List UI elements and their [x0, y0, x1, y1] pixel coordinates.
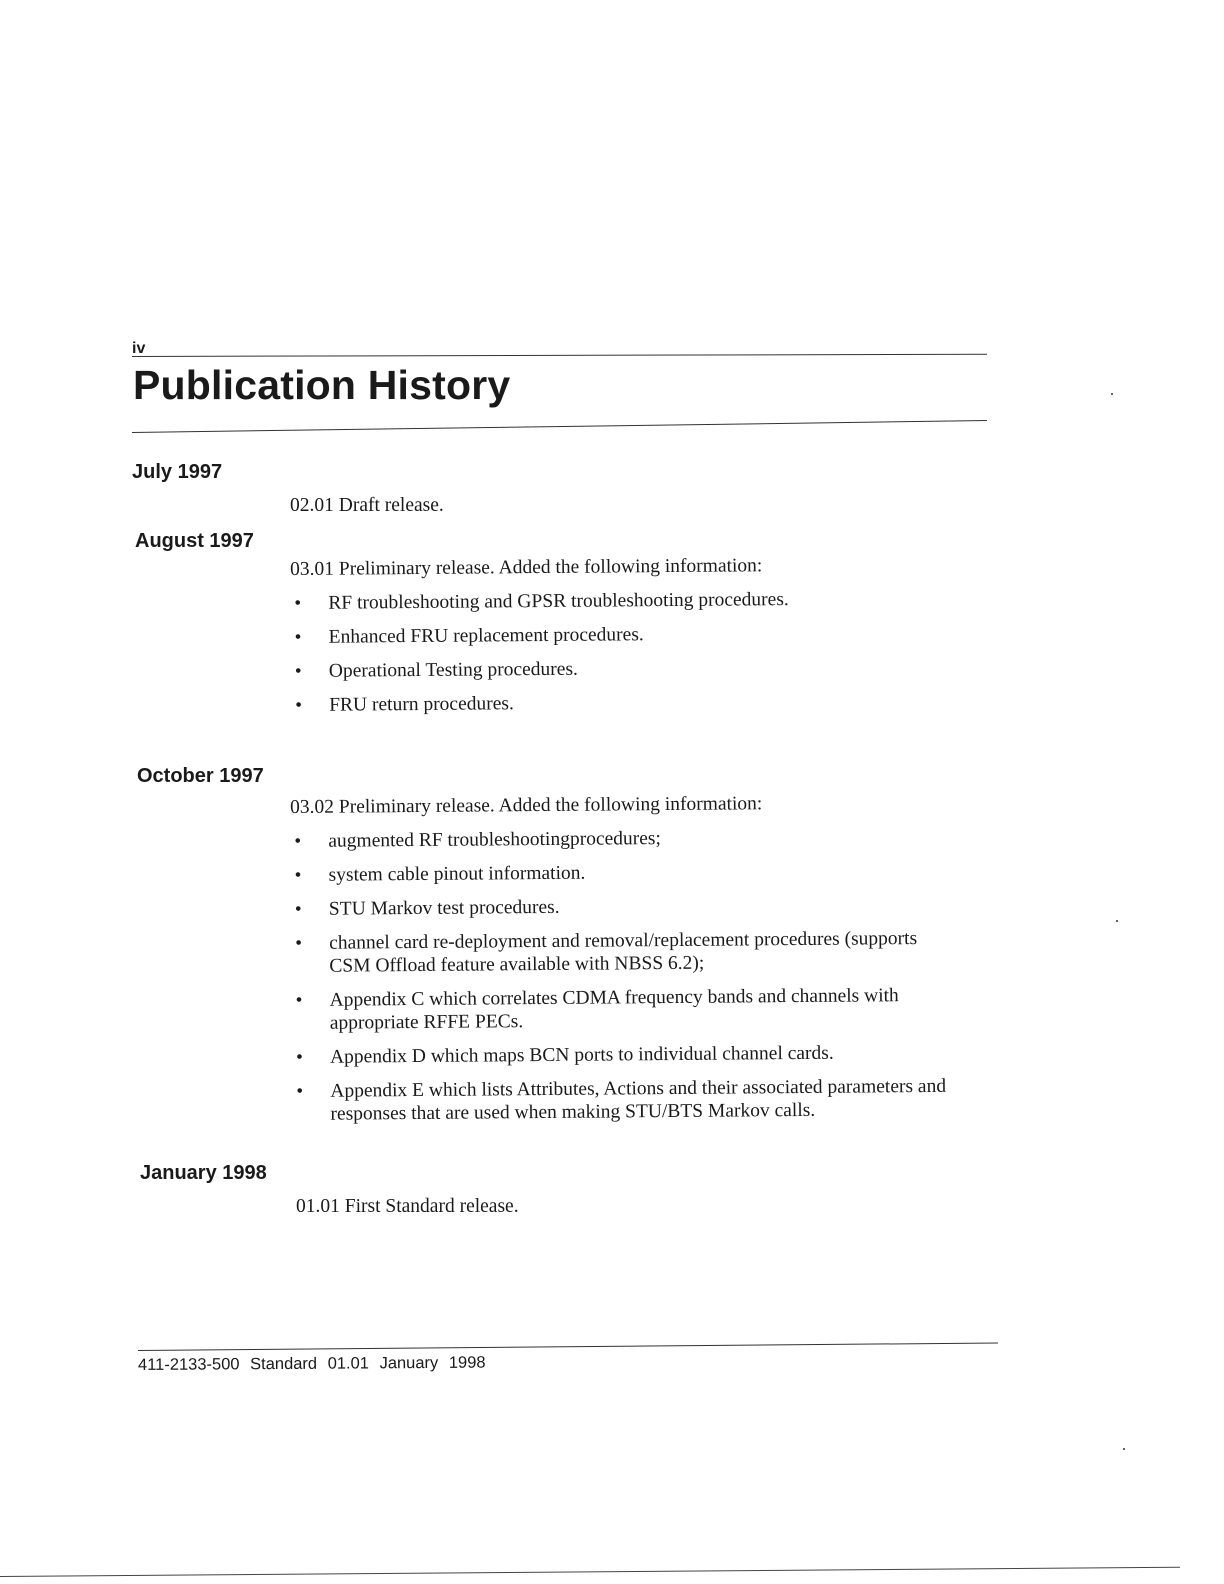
history-date-july-1997: July 1997	[132, 461, 223, 483]
history-entry-october-1997	[290, 791, 993, 1126]
history-entry-text: 02.01 Draft release.	[290, 495, 444, 516]
list-item: • Appendix D which maps BCN ports to individual channel cards.	[292, 1040, 992, 1068]
list-item: • system cable pinout information.	[291, 859, 991, 887]
history-date-august-1997: August 1997	[135, 530, 254, 552]
list-item: • FRU return procedures.	[291, 688, 991, 716]
history-date-october-1997: October 1997	[137, 765, 264, 787]
page-number: iv	[132, 340, 146, 357]
header-rule	[132, 354, 987, 357]
title-rule	[132, 420, 987, 433]
history-bullet-list	[290, 825, 992, 1126]
scan-bottom-rule	[0, 1567, 1180, 1577]
history-entry-august-1997	[290, 553, 991, 717]
list-item: • Operational Testing procedures.	[291, 654, 991, 682]
history-bullet-list	[290, 587, 991, 717]
history-date-january-1998: January 1998	[140, 1162, 267, 1184]
list-item: • Appendix C which correlates CDMA frequency bands and channels with appropriate RFFE PECs.	[292, 983, 992, 1034]
footer-rule	[138, 1342, 998, 1351]
history-entry-text: 03.01 Preliminary release. Added the following information:	[290, 555, 763, 580]
footer-text: 411-2133-500 Standard 01.01 January 1998	[137, 1353, 486, 1374]
list-item: • channel card re-deployment and removal/replacement procedures (supports CSM Offload feature available with NBSS 6.2);	[291, 926, 991, 977]
history-entry-text: 03.02 Preliminary release. Added the following information:	[290, 793, 763, 818]
history-entry-july-1997	[290, 494, 990, 517]
history-entry-text: 01.01 First Standard release.	[296, 1196, 519, 1217]
list-item: • Enhanced FRU replacement procedures.	[291, 621, 991, 649]
list-item: • STU Markov test procedures.	[291, 892, 991, 920]
scan-speck	[1123, 1448, 1125, 1450]
scan-speck	[1116, 920, 1118, 922]
scan-speck	[1111, 393, 1113, 395]
page-title: Publication History	[133, 362, 511, 408]
history-entry-january-1998	[290, 1195, 990, 1218]
list-item: • Appendix E which lists Attributes, Actions and their associated parameters and responses that are used when making STU/BTS Markov calls.	[292, 1074, 992, 1125]
list-item: • RF troubleshooting and GPSR troubleshooting procedures.	[290, 587, 990, 615]
list-item: • augmented RF troubleshootingprocedures;	[290, 825, 990, 853]
